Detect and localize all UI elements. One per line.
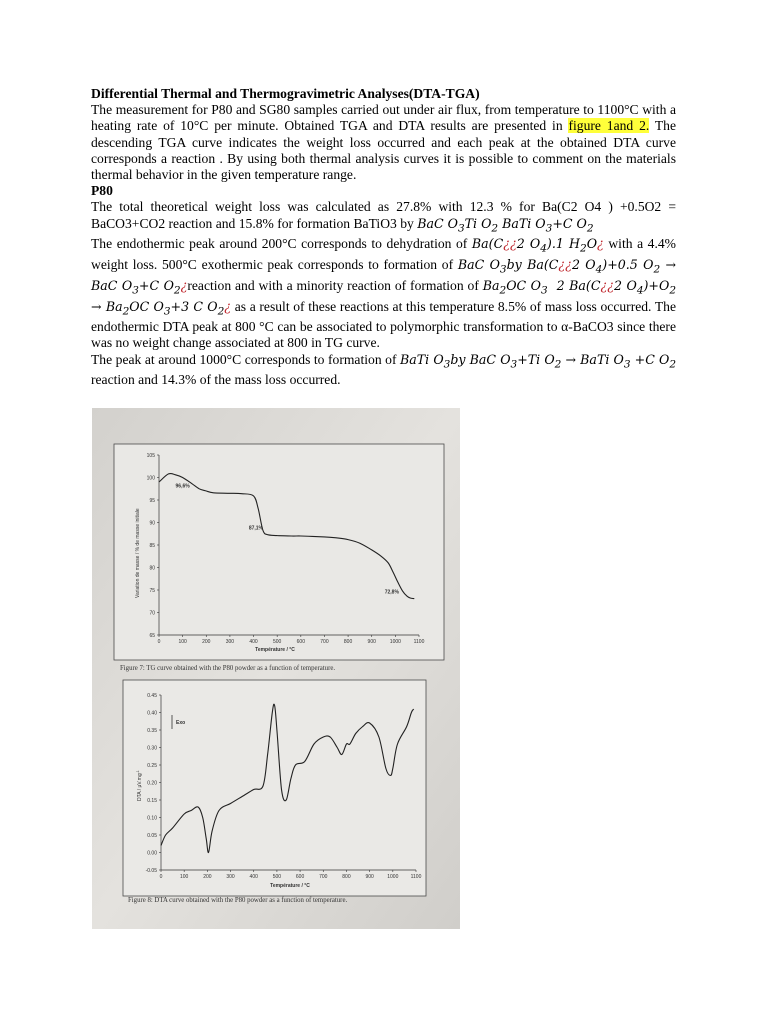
tg-x-tick-label: 300	[225, 639, 235, 645]
tg-x-tick-label: 700	[320, 639, 329, 645]
tg-y-tick-label: 65	[149, 632, 155, 639]
endothermic-text-d: as a result of these reactions at this temperature 8.5% of mass loss occurred. The endothermic DTA peak at 800 °C can be associated to polymorphic transformation to α-BaCO3 since there was no weight change associated at 800 in TG curve.	[91, 298, 676, 351]
tg-annotation: 87,1%	[248, 525, 264, 532]
batio3-text-a: The peak at around 1000°C corresponds to formation of	[91, 351, 397, 367]
dta-y-tick-label: 0.05	[147, 832, 157, 839]
tg-x-tick-label: 1100	[413, 639, 425, 645]
dta-y-axis-label	[136, 770, 143, 801]
formula-baco3-formation: BaC $O_3by$ Ba(C¿¿2 $O_4)+0.5$ $O_2$ → BaC $O_3+C$ $O_2¿$	[91, 257, 676, 297]
dta-y-tick-label: 0.10	[147, 815, 157, 822]
dta-x-tick-label: 0	[159, 874, 163, 880]
endothermic-text-b: with a 4.4% weight loss. 500°C exothermic peak corresponds to formation of	[91, 236, 676, 273]
dta-y-tick-label: 0.15	[147, 797, 157, 804]
formula-oxycarbonate: $Ba_2OC$ $O_3$ 2 Ba(C¿¿2 $O_4)+O_2 \to Ba_2OC$ $O_3+3$ C $O_2¿$	[91, 277, 676, 318]
tg-y-tick-label: 95	[149, 497, 155, 504]
endothermic-text-a: The endothermic peak around 200°C corresponds to dehydration of	[91, 236, 468, 252]
formula-batio3-reaction: BaTi $O_3by$ BaC $O_3+Ti$ $O_2$ → BaTi $O_3 +C$ $O_2$	[400, 351, 677, 371]
dta-x-tick-label: 800	[342, 874, 351, 880]
dta-y-tick-label: -0.05	[145, 867, 157, 874]
dta-x-tick-label: 300	[226, 874, 235, 880]
tg-chart-frame	[114, 444, 444, 660]
dta-chart-frame	[123, 680, 426, 896]
weight-loss-paragraph	[91, 199, 676, 236]
sample-subheading: P80	[91, 183, 113, 199]
dta-x-tick-label: 600	[295, 874, 305, 880]
tg-y-axis-label: Variation de masse / % de masse initiale	[135, 508, 141, 598]
dta-y-tick-label: 0.00	[147, 850, 157, 857]
dta-x-tick-label: 500	[272, 874, 282, 880]
figure-reference-link[interactable]: figure 1and 2.	[568, 118, 650, 134]
tg-y-tick-label: 90	[149, 520, 155, 527]
dta-y-tick-label: 0.35	[147, 727, 157, 734]
tg-y-tick-label: 80	[149, 565, 155, 572]
dta-x-tick-label: 1000	[387, 874, 399, 880]
dta-y-tick-label: 0.20	[147, 780, 157, 787]
formula-batio3-formation: BaC $O_3Ti$ $O_2$ BaTi $O_3+C$ $O_2$	[417, 215, 594, 235]
section-heading: Differential Thermal and Thermogravimetric Analyses(DTA-TGA)	[91, 86, 480, 101]
weight-loss-text: The total theoretical weight loss was calculated as 27.8% with 12.3 % for Ba(C2 O4 ) +0.5O2 = BaCO3+CO2 reaction and 15.8% for formation BaTiO3 by	[91, 199, 676, 231]
tg-x-tick-label: 400	[249, 639, 258, 645]
tg-y-tick-label: 75	[149, 587, 155, 594]
batio3-paragraph	[91, 352, 676, 389]
tg-x-tick-label: 100	[178, 639, 187, 645]
dta-y-tick-label: 0.45	[147, 692, 157, 699]
tg-annotation: 96,6%	[175, 483, 190, 490]
dta-x-tick-label: 400	[249, 874, 258, 880]
dta-figure-caption: Figure 8: DTA curve obtained with the P80 powder as a function of temperature.	[128, 897, 348, 904]
intro-paragraph	[91, 102, 676, 183]
intro-text-rest: The descending TGA curve indicates the weight loss occurred and each peak at the obtained DTA curve corresponds a reaction . By using both thermal analysis curves it is possible to comment on the materials thermal behavior in the given temperature range.	[91, 118, 677, 183]
tg-x-axis-label: Température / °C	[255, 647, 295, 653]
tg-x-tick-label: 500	[273, 639, 282, 645]
endothermic-text-c: reaction and with a minority reaction of formation of	[187, 277, 479, 293]
dta-y-axis-label-sup: -1	[136, 770, 140, 774]
text-body	[91, 86, 676, 389]
tg-y-tick-label: 100	[146, 475, 155, 482]
tg-x-tick-label: 1000	[389, 639, 401, 645]
tg-y-tick-label: 85	[149, 542, 155, 549]
formula-oxalate-hydrate: Ba(C¿¿2 $O_4).1$ $H_2O¿$	[471, 236, 604, 255]
tg-annotation: 72,8%	[384, 589, 399, 596]
dta-x-tick-label: 100	[180, 874, 189, 880]
dta-x-tick-label: 900	[365, 874, 374, 880]
dta-x-tick-label: 700	[319, 874, 328, 880]
intro-text: The measurement for P80 and SG80 samples carried out under air flux, from temperature to 1100°C with a heating rate of 10°C per minute. Obtained TGA and DTA results are presented in	[91, 102, 676, 134]
dta-y-tick-label: 0.30	[147, 745, 157, 752]
figures-photo-svg	[92, 408, 460, 929]
dta-y-tick-label: 0.25	[147, 762, 157, 769]
tg-x-tick-label: 800	[343, 639, 353, 645]
dta-x-tick-label: 200	[203, 874, 212, 880]
dta-x-axis-label: Température / °C	[270, 883, 310, 889]
endothermic-paragraph	[91, 236, 676, 351]
dta-y-axis-label-text: DTA / μV.mg	[137, 773, 143, 801]
tg-x-tick-label: 0	[157, 639, 161, 645]
batio3-text-b: reaction and 14.3% of the mass loss occurred.	[91, 372, 341, 388]
tg-x-tick-label: 900	[367, 639, 376, 645]
tg-figure-caption: Figure 7: TG curve obtained with the P80 powder as a function of temperature.	[120, 665, 336, 672]
dta-y-tick-label: 0.40	[147, 710, 157, 717]
dta-x-tick-label: 1100	[410, 874, 422, 880]
tg-x-tick-label: 600	[296, 639, 305, 645]
figures-photo	[92, 408, 460, 929]
tg-x-tick-label: 200	[202, 639, 211, 645]
tg-y-tick-label: 105	[146, 452, 155, 459]
exo-label: Exo	[176, 720, 186, 726]
tg-y-tick-label: 70	[149, 610, 155, 617]
